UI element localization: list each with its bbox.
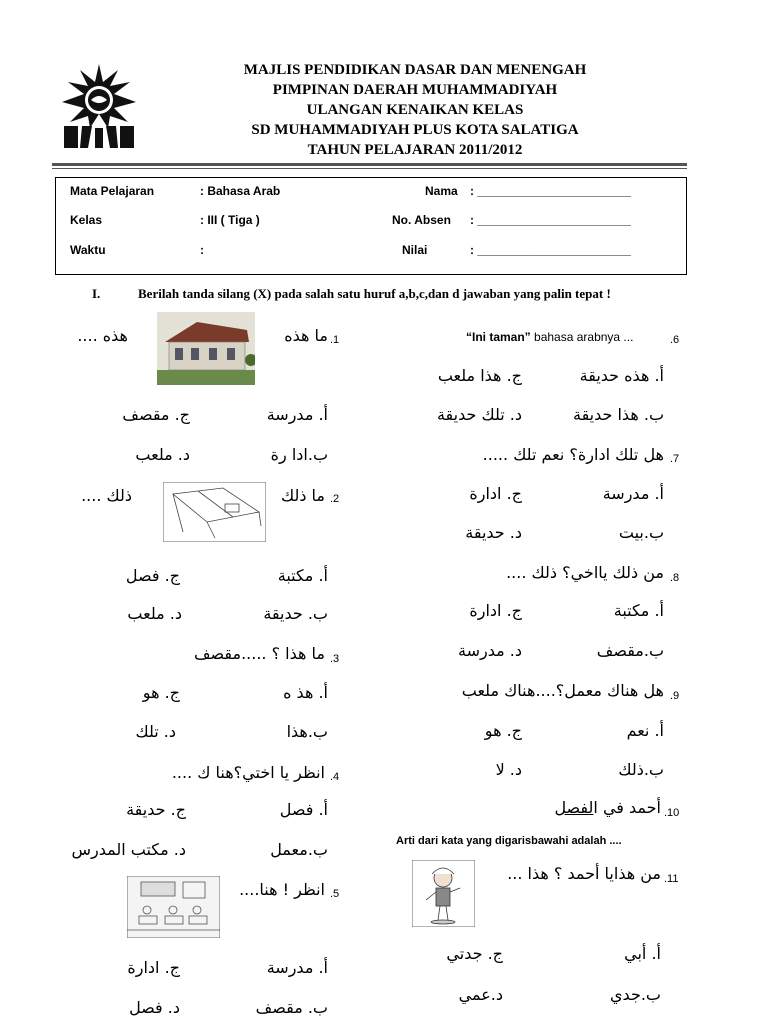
q9-option-b[interactable]: ب.ذلك [618,760,664,779]
mapel-label: Mata Pelajaran [70,184,155,198]
q6-option-a[interactable]: أ. هذه حديقة [579,366,664,385]
q5-option-b[interactable]: ب. مقصف [255,998,328,1017]
header-line-3: ULANGAN KENAIKAN KELAS [306,102,524,118]
absen-label: No. Absen [392,213,451,227]
header-rule-thick [52,163,687,166]
q7-option-b[interactable]: ب.بيت [618,523,664,542]
q2-option-d[interactable]: د. ملعب [127,604,182,623]
header-block [200,60,630,160]
q11-number: .11 [664,873,679,885]
q8-option-c[interactable]: ج. ادارة [469,601,522,620]
waktu-value: : [200,243,204,257]
q1-option-c[interactable]: ج. مقصف [122,405,190,424]
q9-text: هل هناك معمل؟....هناك ملعب [461,681,664,700]
q8-number: .8 [670,572,680,584]
q10-text-plain: أحمد في ا [593,798,661,817]
q4-option-d[interactable]: د. مكتب المدرس [71,840,186,859]
q7-text: هل تلك ادارة؟ نعم تلك ..... [482,445,664,464]
q3-option-b[interactable]: ب.هذا [286,722,328,741]
header-line-4: SD MUHAMMADIYAH PLUS KOTA SALATIGA [251,122,579,138]
q2-text: ما ذلك [280,486,325,505]
q8-option-a[interactable]: أ. مكتبة [613,601,664,620]
header-line-1: MAJLIS PENDIDIKAN DASAR DAN MENENGAH [243,62,587,78]
q2-option-a[interactable]: أ. مكتبة [277,566,328,585]
q1-option-b[interactable]: ب.ادا رة [270,445,328,464]
q1-text: ما هذه [284,326,328,345]
q4-option-b[interactable]: ب.معمل [270,840,328,859]
classroom-image [127,876,220,938]
instruction-text: Berilah tanda silang (X) pada salah satu huruf a,b,c,dan d jawaban yang palin tepat ! [138,286,611,301]
q4-option-a[interactable]: أ. فصل [279,800,328,819]
nama-field[interactable]: : _______________________ [470,184,631,198]
header-rule-thin [52,168,687,169]
q5-number: .5 [330,888,340,900]
q8-text: من ذلك يااخي؟ ذلك .... [506,563,664,582]
q6-text [466,330,633,344]
muhammadiyah-logo [58,62,140,152]
q7-number: .7 [670,453,680,465]
q5-option-a[interactable]: أ. مدرسة [266,958,328,977]
q4-text: انظر يا اختي؟هنا ك .... [171,763,325,782]
q4-number: .4 [330,771,340,783]
nama-label: Nama [425,184,458,198]
q2-tail: ذلك .... [81,486,132,505]
nilai-label: Nilai [402,243,428,257]
q6-option-c[interactable]: ج. هذا ملعب [437,366,522,385]
school-building-image [157,312,255,385]
q2-option-c[interactable]: ج. فصل [125,566,180,585]
q7-option-c[interactable]: ج. ادارة [469,484,522,503]
nilai-field[interactable]: : _______________________ [470,243,631,257]
q6-number: .6 [670,334,680,346]
q6-quote: “Ini taman” [466,330,531,344]
q10-text [554,798,661,817]
q11-option-a[interactable]: أ. أبي [624,944,661,963]
q11-option-c[interactable]: ج. جدتي [446,944,503,963]
kelas-value: : III ( Tiga ) [200,213,260,227]
q10-note: Arti dari kata yang digarisbawahi adalah .... [396,835,622,847]
q1-tail: هذه .... [77,326,128,345]
absen-field[interactable]: : _______________________ [470,213,631,227]
q3-option-c[interactable]: ج. هو [142,683,180,702]
q4-option-c[interactable]: ج. حديقة [126,800,186,819]
header-line-2: PIMPINAN DAERAH MUHAMMADIYAH [272,82,558,98]
q3-option-a[interactable]: أ. هذ ه [283,683,328,702]
grandfather-image [412,860,475,927]
q2-number: .2 [330,493,340,505]
q11-text: من هذايا أحمد ؟ هذا ... [507,864,661,883]
q9-option-d[interactable]: د. لا [495,760,522,779]
q7-option-a[interactable]: أ. مدرسة [602,484,664,503]
q11-option-d[interactable]: د.عمي [458,985,503,1004]
q9-option-c[interactable]: ج. هو [484,721,522,740]
q9-number: .9 [670,690,680,702]
q10-underlined-word: لفصل [554,798,594,817]
q10-number: .10 [664,807,680,819]
header-line-5: TAHUN PELAJARAN 2011/2012 [307,142,523,158]
q11-option-b[interactable]: ب.جدي [610,985,661,1004]
kelas-label: Kelas [70,213,103,227]
q1-option-d[interactable]: د. ملعب [135,445,190,464]
q5-option-c[interactable]: ج. ادارة [127,958,180,977]
q8-option-d[interactable]: د. مدرسة [458,641,522,660]
q5-text: انظر ! هنا.... [239,880,325,899]
waktu-label: Waktu [70,243,106,257]
q6-option-d[interactable]: د. تلك حديقة [436,405,522,424]
q6-text-rest: bahasa arabnya ... [530,330,634,344]
q7-option-d[interactable]: د. حديقة [465,523,522,542]
field-sketch-image [163,482,266,542]
q8-option-b[interactable]: ب.مقصف [596,641,664,660]
q1-number: .1 [330,334,340,346]
q9-option-a[interactable]: أ. نعم [626,721,664,740]
mapel-value: : Bahasa Arab [200,184,281,198]
instruction-number: I. [92,286,101,301]
q5-option-d[interactable]: د. فصل [129,998,180,1017]
q3-number: .3 [330,653,340,665]
q1-option-a[interactable]: أ. مدرسة [266,405,328,424]
q2-option-b[interactable]: ب. حديقة [263,604,328,623]
q6-option-b[interactable]: ب. هذا حديقة [572,405,664,424]
q3-option-d[interactable]: د. تلك [135,722,176,741]
q3-text: ما هذا ؟ .....مقصف [193,644,325,663]
